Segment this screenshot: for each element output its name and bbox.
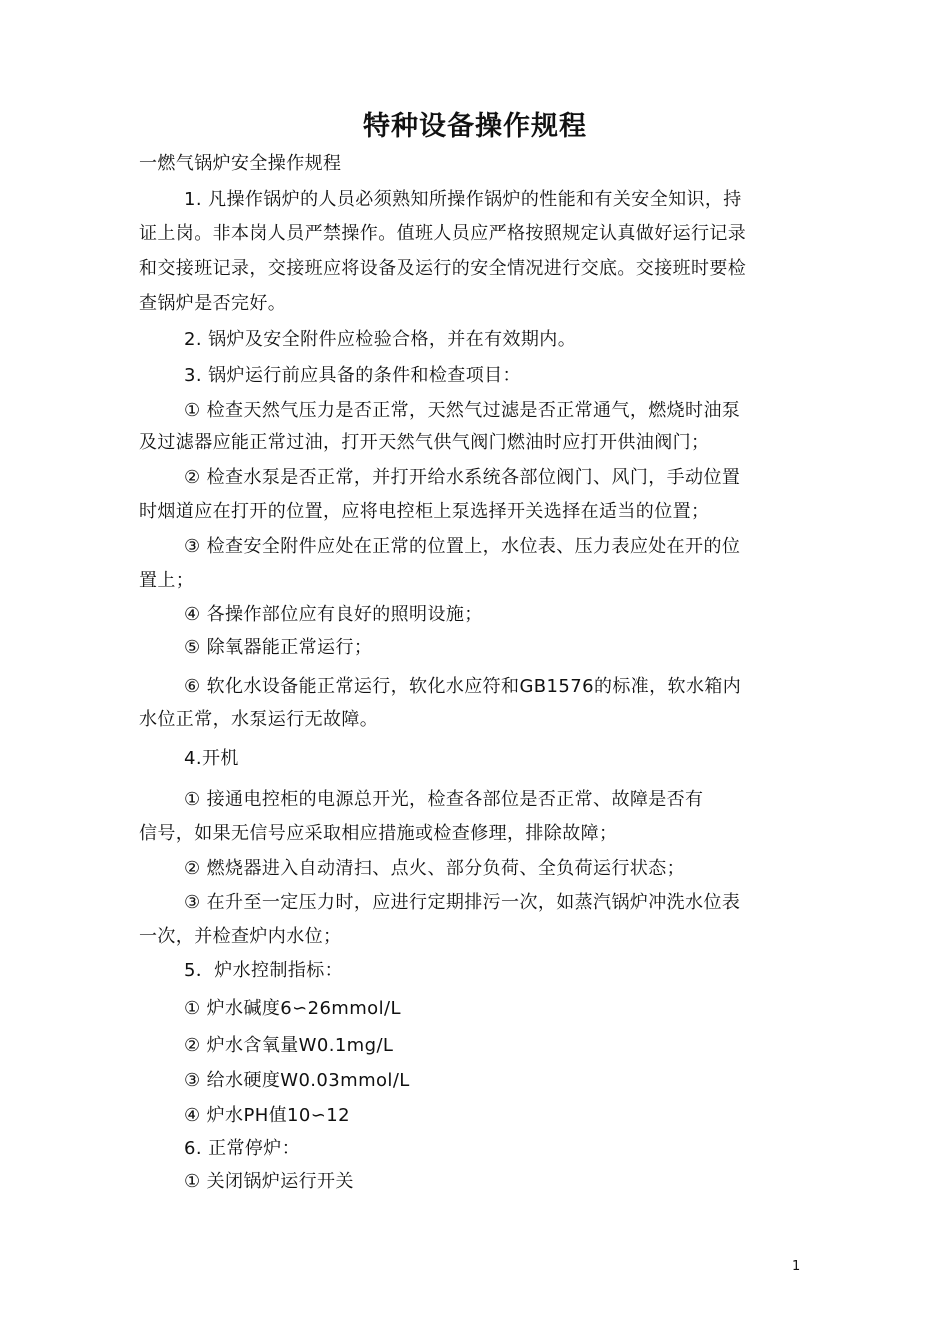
paragraph-line: 2. 锅炉及安全附件应检验合格，并在有效期内。 [184, 329, 577, 350]
section-heading: 一燃气锅炉安全操作规程 [139, 153, 342, 174]
list-item: ② 炉水含氧量W0.1mg/L [184, 1035, 394, 1056]
list-item: 置上； [139, 570, 195, 591]
list-item: ④ 各操作部位应有良好的照明设施； [184, 604, 483, 625]
page-number: 1 [792, 1259, 801, 1274]
paragraph-line: 5．炉水控制指标： [184, 960, 344, 981]
list-item: ③ 在升至一定压力时，应进行定期排污一次，如蒸汽锅炉冲洗水位表 [184, 892, 741, 913]
paragraph-line: 6. 正常停炉： [184, 1138, 301, 1159]
page-title: 特种设备操作规程 [363, 111, 587, 142]
paragraph-line: 3. 锅炉运行前应具备的条件和检查项目： [184, 365, 521, 386]
list-item: 水位正常，水泵运行无故障。 [139, 709, 379, 730]
paragraph-line: 1. 凡操作锅炉的人员必须熟知所操作锅炉的性能和有关安全知识，持 [184, 189, 742, 210]
list-item: ① 关闭锅炉运行开关 [184, 1171, 354, 1192]
list-item: ① 接通电控柜的电源总开光，检查各部位是否正常、故障是否有 [184, 789, 704, 810]
list-item: ④ 炉水PH值10∽12 [184, 1105, 350, 1126]
list-item: ① 炉水碱度6∽26mmol/L [184, 998, 401, 1019]
list-item: ⑥ 软化水设备能正常运行，软化水应符和GB1576的标准，软水箱内 [184, 676, 742, 697]
list-item: 及过滤器应能正常过油，打开天然气供气阀门燃油时应打开供油阀门； [139, 432, 710, 453]
list-item: 时烟道应在打开的位置，应将电控柜上泵选择开关选择在适当的位置； [139, 501, 710, 522]
list-item: ① 检查天然气压力是否正常，天然气过滤是否正常通气，燃烧时油泵 [184, 400, 741, 421]
paragraph-line: 查锅炉是否完好。 [139, 293, 287, 314]
list-item: ⑤ 除氧器能正常运行； [184, 637, 373, 658]
list-item: ② 燃烧器进入自动清扫、点火、部分负荷、全负荷运行状态； [184, 858, 686, 879]
list-item: ② 检查水泵是否正常，并打开给水系统各部位阀门、风门，手动位置 [184, 467, 741, 488]
list-item: 信号，如果无信号应采取相应措施或检查修理，排除故障； [139, 823, 618, 844]
paragraph-line: 证上岗。非本岗人员严禁操作。值班人员应严格按照规定认真做好运行记录 [139, 223, 747, 244]
paragraph-line: 和交接班记录，交接班应将设备及运行的安全情况进行交底。交接班时要检 [139, 258, 747, 279]
list-item: 一次，并检查炉内水位； [139, 926, 342, 947]
list-item: ③ 给水硬度W0.03mmol/L [184, 1070, 410, 1091]
paragraph-line: 4.开机 [184, 748, 239, 769]
list-item: ③ 检查安全附件应处在正常的位置上，水位表、压力表应处在开的位 [184, 536, 741, 557]
